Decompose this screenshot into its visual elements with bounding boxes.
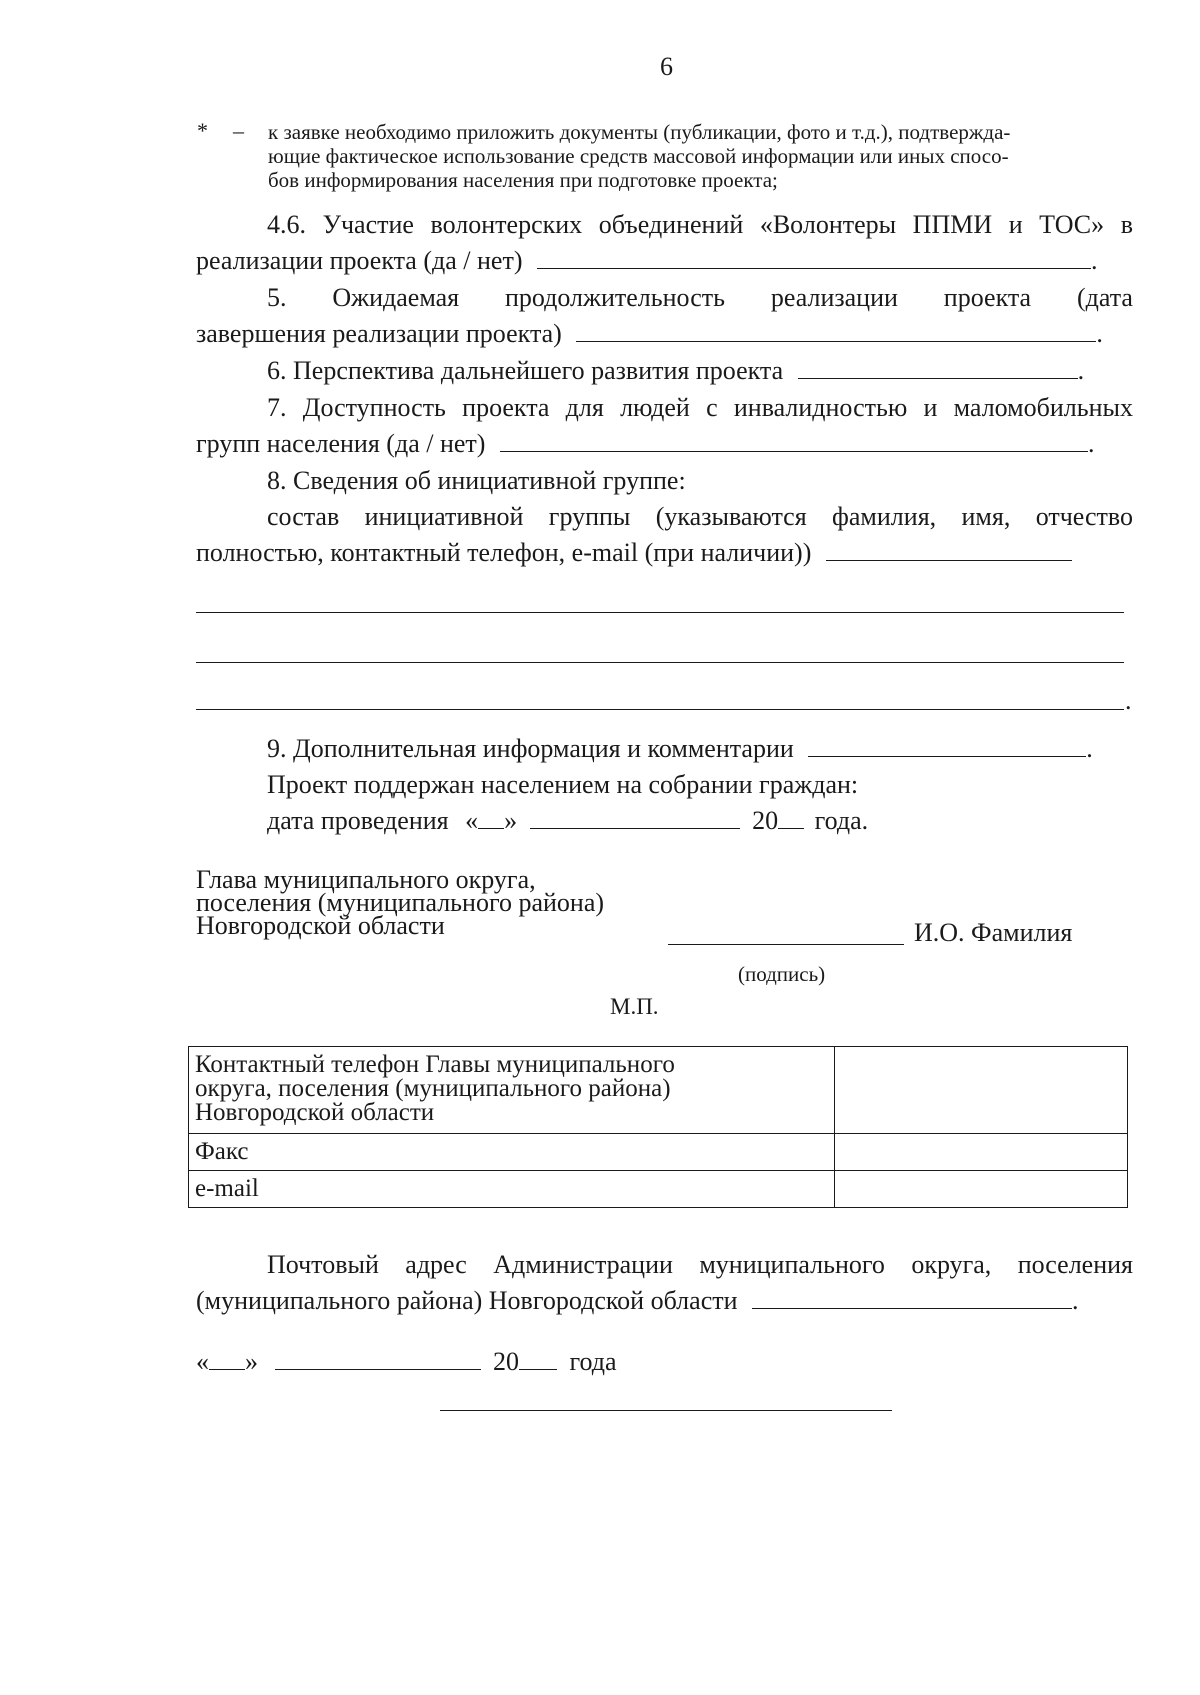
item-6 [267,356,1084,386]
period: . [1077,356,1085,385]
word: продолжительность [505,283,725,312]
cell-line: Новгородской области [195,1099,435,1126]
org-line: поселения (муниципального района) [196,888,605,917]
page-number: 6 [660,52,673,81]
word: волонтерских [430,210,583,239]
word: людей [620,393,690,422]
year-suffix: года [569,1347,617,1376]
table-cell-label [189,1171,835,1208]
footnote-text [268,120,1010,192]
fill-line [826,538,1072,561]
item-5-line2 [196,319,1103,349]
word: Участие [322,210,414,239]
period: . [1087,429,1095,458]
period: . [1086,734,1093,763]
year-blank [519,1347,557,1370]
word: 4.6. [267,210,306,239]
period: . [1072,1286,1079,1315]
quote-open: « [465,806,479,835]
word: имя, [961,502,1011,531]
quote-open: « [196,1347,209,1376]
word: Администрации [493,1250,673,1279]
meeting-date [267,806,868,836]
year-prefix: 20 [493,1347,519,1376]
table-cell-value [835,1047,1128,1134]
word: реализации [770,283,898,312]
item-8-label: полностью, контактный телефон, e-mail (при наличии)) [196,538,812,567]
word: поселения [1017,1250,1133,1279]
day-blank [209,1347,245,1370]
item-7-line2 [196,429,1094,459]
item-4-6-line1 [267,210,1133,240]
table-row [189,1134,1128,1171]
item-7-label: групп населения (да / нет) [196,429,486,458]
period: . [1125,686,1132,715]
signature-caption: (подпись) [738,962,826,986]
quote-close: » [504,806,518,835]
item-5-line1 [267,283,1133,313]
year-suffix: года. [814,806,869,835]
signature-line [668,944,904,945]
word: объединений [598,210,744,239]
period: . [1096,319,1103,348]
footnote-line: бов информирования населения при подготовке проекта; [268,168,778,192]
table-row [189,1171,1128,1208]
footnote-dash: – [233,118,244,143]
word: инициативной [364,502,524,531]
cell-line: округа, поселения (муниципального района) [195,1075,671,1102]
table-cell-label [189,1134,835,1171]
word: состав [267,502,340,531]
word: Ожидаемая [332,283,460,312]
period: . [1090,246,1098,275]
word: Доступность [302,393,446,422]
item-6-label: 6. Перспектива дальнейшего развития проекта [267,356,784,385]
item-8-title: 8. Сведения об инициативной группе: [267,466,686,495]
word: инвалидностью [733,393,908,422]
day-blank [478,806,504,829]
table-cell-value [835,1171,1128,1208]
support-line: Проект поддержан населением на собрании граждан: [267,770,859,799]
footnote-line: ющие фактическое использование средств массовой информации или иных спосо- [268,144,1009,168]
word: с [706,393,718,422]
footnote-line: к заявке необходимо приложить документы (публикации, фото и т.д.), подтвержда- [268,120,1011,144]
word: адрес [405,1250,467,1279]
word: отчество [1035,502,1133,531]
year-prefix: 20 [752,806,779,835]
footnote-mark: * [197,118,208,143]
quote-close: » [245,1347,258,1376]
postal-label: (муниципального района) Новгородской области [196,1286,738,1315]
item-9 [267,734,1093,764]
contacts-table [188,1046,1128,1208]
item-8-line2 [196,538,1072,568]
word: «Волонтеры [759,210,897,239]
word: в [1120,210,1133,239]
table-cell-value [835,1134,1128,1171]
item-4-6-label: реализации проекта (да / нет) [196,246,523,275]
signature-org [196,865,605,940]
item-7-line1 [267,393,1133,423]
org-line: Новгородской области [196,911,445,940]
word: проекта [462,393,550,422]
fill-line [752,1286,1072,1309]
fill-line [537,246,1091,269]
org-line: Глава муниципального округа, [196,865,536,894]
word: муниципального [699,1250,885,1279]
word: (указываются [655,502,807,531]
table-cell-label [189,1047,835,1134]
word: для [565,393,604,422]
table-row [189,1047,1128,1134]
word: ТОС» [1039,210,1105,239]
closing-rule [440,1410,892,1411]
fill-line [576,319,1096,342]
word: и [923,393,938,422]
word: и [1008,210,1023,239]
date-label: дата проведения [267,806,449,835]
final-date [196,1347,617,1377]
cell-line: Факс [195,1138,249,1165]
word: Почтовый [267,1250,379,1279]
month-blank [275,1347,481,1370]
stamp-mark: М.П. [610,994,659,1019]
word: (дата [1076,283,1133,312]
item-9-label: 9. Дополнительная информация и комментарии [267,734,794,763]
year-blank [778,806,804,829]
cell-line: Контактный телефон Главы муниципального [195,1051,675,1078]
postal-line2 [196,1286,1079,1316]
cell-line: e-mail [195,1175,259,1202]
item-8-line1 [267,502,1133,532]
postal-line1 [267,1250,1133,1280]
word: фамилия, [832,502,937,531]
fill-line [798,356,1078,379]
word: ППМИ [912,210,993,239]
fill-line [500,429,1088,452]
word: 5. [267,283,287,312]
month-blank [530,806,740,829]
blank-line [196,709,1124,710]
item-4-6-line2 [196,246,1097,276]
word: группы [548,502,631,531]
word: маломобильных [953,393,1133,422]
word: 7. [267,393,287,422]
item-5-label: завершения реализации проекта) [196,319,562,348]
word: проекта [943,283,1032,312]
blank-line [196,612,1124,613]
fill-line [808,734,1086,757]
word: округа, [911,1250,992,1279]
blank-line [196,662,1124,663]
signatory-name: И.О. Фамилия [914,918,1073,947]
